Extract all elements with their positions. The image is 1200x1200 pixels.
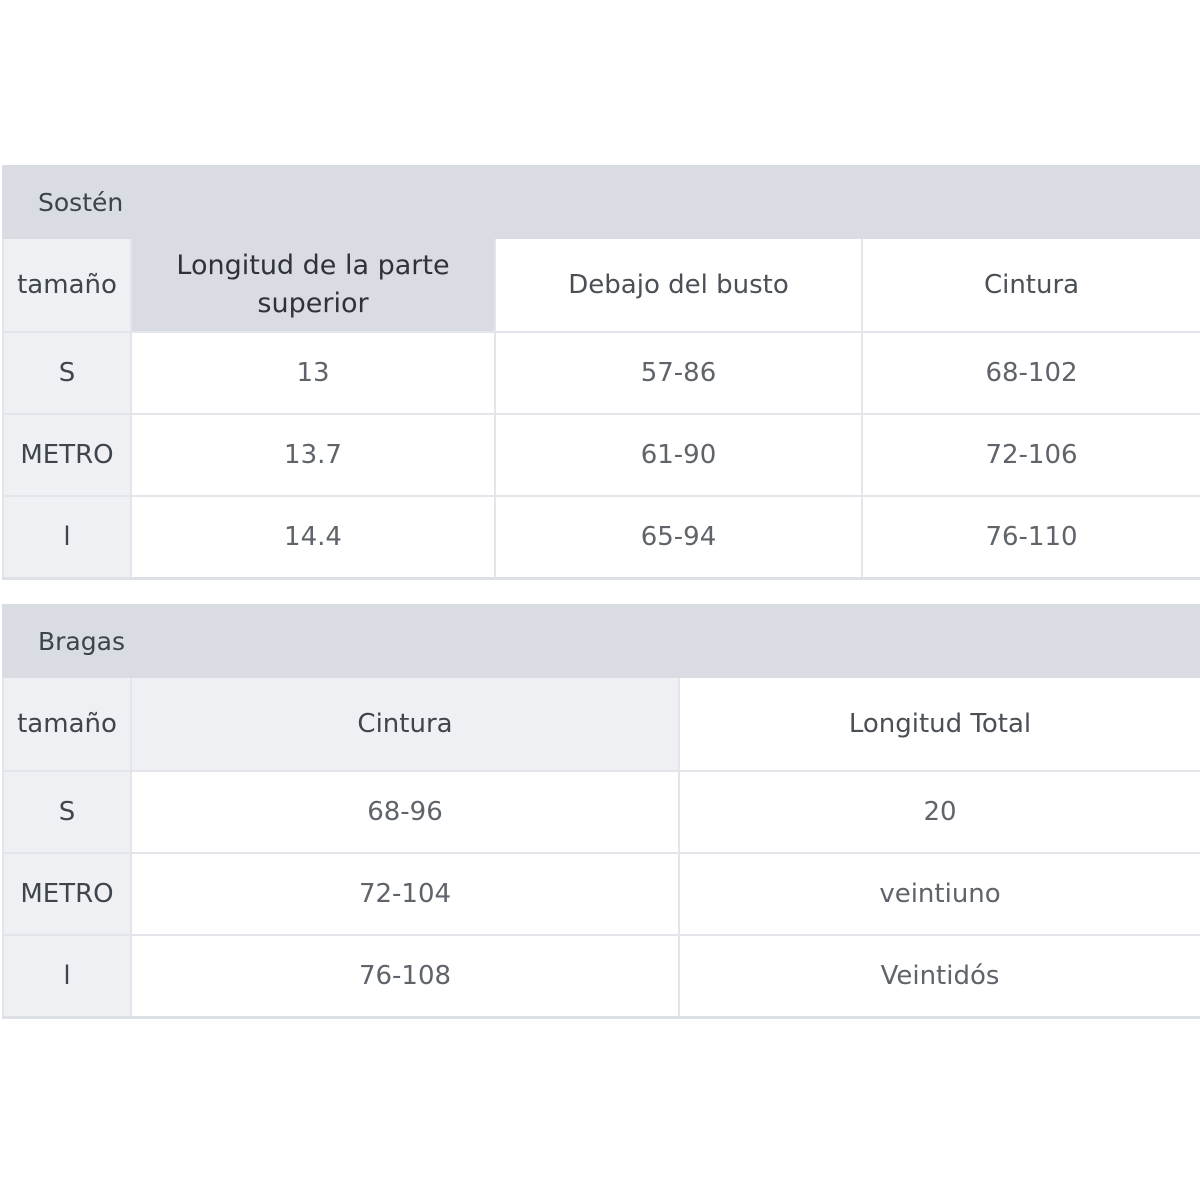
column-header-underbust: Debajo del busto (495, 238, 862, 332)
table-cell: 72-104 (131, 853, 679, 935)
table-row (3, 935, 1200, 1018)
column-header-size: tamaño (3, 238, 131, 332)
table-cell: 13.7 (131, 414, 495, 496)
bra-size-table (2, 165, 1200, 580)
table-cell: 68-102 (862, 332, 1200, 414)
size-label: S (3, 771, 131, 853)
table-row (3, 332, 1200, 414)
table-cell: 76-110 (862, 496, 1200, 579)
table-title: Sostén (3, 166, 1200, 238)
table-header-row (3, 238, 1200, 332)
table-cell: 68-96 (131, 771, 679, 853)
table-cell: Veintidós (679, 935, 1200, 1018)
table-row (3, 853, 1200, 935)
size-label: METRO (3, 414, 131, 496)
table-cell: 13 (131, 332, 495, 414)
table-cell: 57-86 (495, 332, 862, 414)
column-header-waist: Cintura (862, 238, 1200, 332)
table-title: Bragas (3, 605, 1200, 677)
table-cell: 14.4 (131, 496, 495, 579)
table-title-row (3, 605, 1200, 677)
table-cell: 61-90 (495, 414, 862, 496)
size-label: S (3, 332, 131, 414)
column-header-waist: Cintura (131, 677, 679, 771)
table-cell: 72-106 (862, 414, 1200, 496)
table-cell: 76-108 (131, 935, 679, 1018)
size-label: l (3, 496, 131, 579)
column-header-total-length: Longitud Total (679, 677, 1200, 771)
column-header-top-length: Longitud de la parte superior (131, 238, 495, 332)
table-header-row (3, 677, 1200, 771)
table-row (3, 414, 1200, 496)
size-label: l (3, 935, 131, 1018)
table-cell: 65-94 (495, 496, 862, 579)
table-row (3, 496, 1200, 579)
table-title-row (3, 166, 1200, 238)
panty-size-table (2, 604, 1200, 1019)
size-label: METRO (3, 853, 131, 935)
table-row (3, 771, 1200, 853)
table-cell: veintiuno (679, 853, 1200, 935)
column-header-size: tamaño (3, 677, 131, 771)
table-cell: 20 (679, 771, 1200, 853)
